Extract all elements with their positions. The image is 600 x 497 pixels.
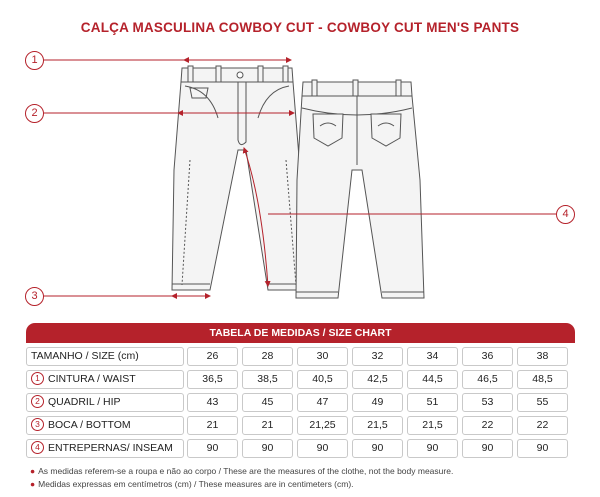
value-cell: 22 bbox=[517, 416, 568, 435]
value-cell: 90 bbox=[352, 439, 403, 458]
inseam-row-label bbox=[26, 439, 184, 458]
value-cell: 53 bbox=[462, 393, 513, 412]
value-cell: 40,5 bbox=[297, 370, 348, 389]
value-cell: 90 bbox=[407, 439, 458, 458]
value-cell: 45 bbox=[242, 393, 293, 412]
bottom-row bbox=[26, 416, 575, 435]
size-cell: 36 bbox=[462, 347, 513, 366]
waist-row-label bbox=[26, 370, 184, 389]
front-pants bbox=[172, 66, 304, 290]
size-row bbox=[26, 347, 575, 366]
marker-bottom: 3 bbox=[25, 287, 44, 306]
value-cell: 21 bbox=[242, 416, 293, 435]
size-cell: 34 bbox=[407, 347, 458, 366]
row-number: 3 bbox=[31, 418, 44, 431]
value-cell: 49 bbox=[352, 393, 403, 412]
value-cell: 90 bbox=[462, 439, 513, 458]
size-cell: 32 bbox=[352, 347, 403, 366]
value-cell: 36,5 bbox=[187, 370, 238, 389]
value-cell: 48,5 bbox=[517, 370, 568, 389]
row-number: 1 bbox=[31, 372, 44, 385]
size-cell: 26 bbox=[187, 347, 238, 366]
value-cell: 47 bbox=[297, 393, 348, 412]
size-chart-header: TABELA DE MEDIDAS / SIZE CHART bbox=[26, 323, 575, 343]
value-cell: 44,5 bbox=[407, 370, 458, 389]
value-cell: 21,5 bbox=[352, 416, 403, 435]
marker-waist: 1 bbox=[25, 51, 44, 70]
value-cell: 46,5 bbox=[462, 370, 513, 389]
value-cell: 21,25 bbox=[297, 416, 348, 435]
footnote-2 bbox=[30, 479, 354, 489]
bullet-icon: ● bbox=[30, 466, 36, 476]
bottom-row-label bbox=[26, 416, 184, 435]
waist-row bbox=[26, 370, 575, 389]
value-cell: 90 bbox=[187, 439, 238, 458]
value-cell: 90 bbox=[297, 439, 348, 458]
value-cell: 55 bbox=[517, 393, 568, 412]
hip-row-label bbox=[26, 393, 184, 412]
size-cell: 38 bbox=[517, 347, 568, 366]
value-cell: 42,5 bbox=[352, 370, 403, 389]
row-label-text: ENTREPERNAS/ INSEAM bbox=[48, 442, 173, 454]
size-row-label: TAMANHO / SIZE (cm) bbox=[26, 347, 184, 366]
footnote-text: Medidas expressas em centímetros (cm) / These measures are in centimeters (cm). bbox=[38, 479, 354, 489]
value-cell: 51 bbox=[407, 393, 458, 412]
page-title: CALÇA MASCULINA COWBOY CUT - COWBOY CUT MEN'S PANTS bbox=[80, 20, 520, 35]
marker-inseam: 4 bbox=[556, 205, 575, 224]
value-cell: 43 bbox=[187, 393, 238, 412]
value-cell: 21 bbox=[187, 416, 238, 435]
hip-row bbox=[26, 393, 575, 412]
row-number: 2 bbox=[31, 395, 44, 408]
bullet-icon: ● bbox=[30, 479, 36, 489]
value-cell: 90 bbox=[517, 439, 568, 458]
size-cell: 28 bbox=[242, 347, 293, 366]
row-label-text: BOCA / BOTTOM bbox=[48, 419, 131, 431]
footnote-1 bbox=[30, 466, 453, 476]
row-label-text: CINTURA / WAIST bbox=[48, 373, 136, 385]
value-cell: 21,5 bbox=[407, 416, 458, 435]
marker-hip: 2 bbox=[25, 104, 44, 123]
row-number: 4 bbox=[31, 441, 44, 454]
footnote-text: As medidas referem-se a roupa e não ao corpo / These are the measures of the clothe, not the body measure. bbox=[38, 466, 454, 476]
size-cell: 30 bbox=[297, 347, 348, 366]
row-label-text: QUADRIL / HIP bbox=[48, 396, 121, 408]
value-cell: 38,5 bbox=[242, 370, 293, 389]
value-cell: 90 bbox=[242, 439, 293, 458]
back-pants bbox=[296, 80, 424, 298]
inseam-row bbox=[26, 439, 575, 458]
value-cell: 22 bbox=[462, 416, 513, 435]
